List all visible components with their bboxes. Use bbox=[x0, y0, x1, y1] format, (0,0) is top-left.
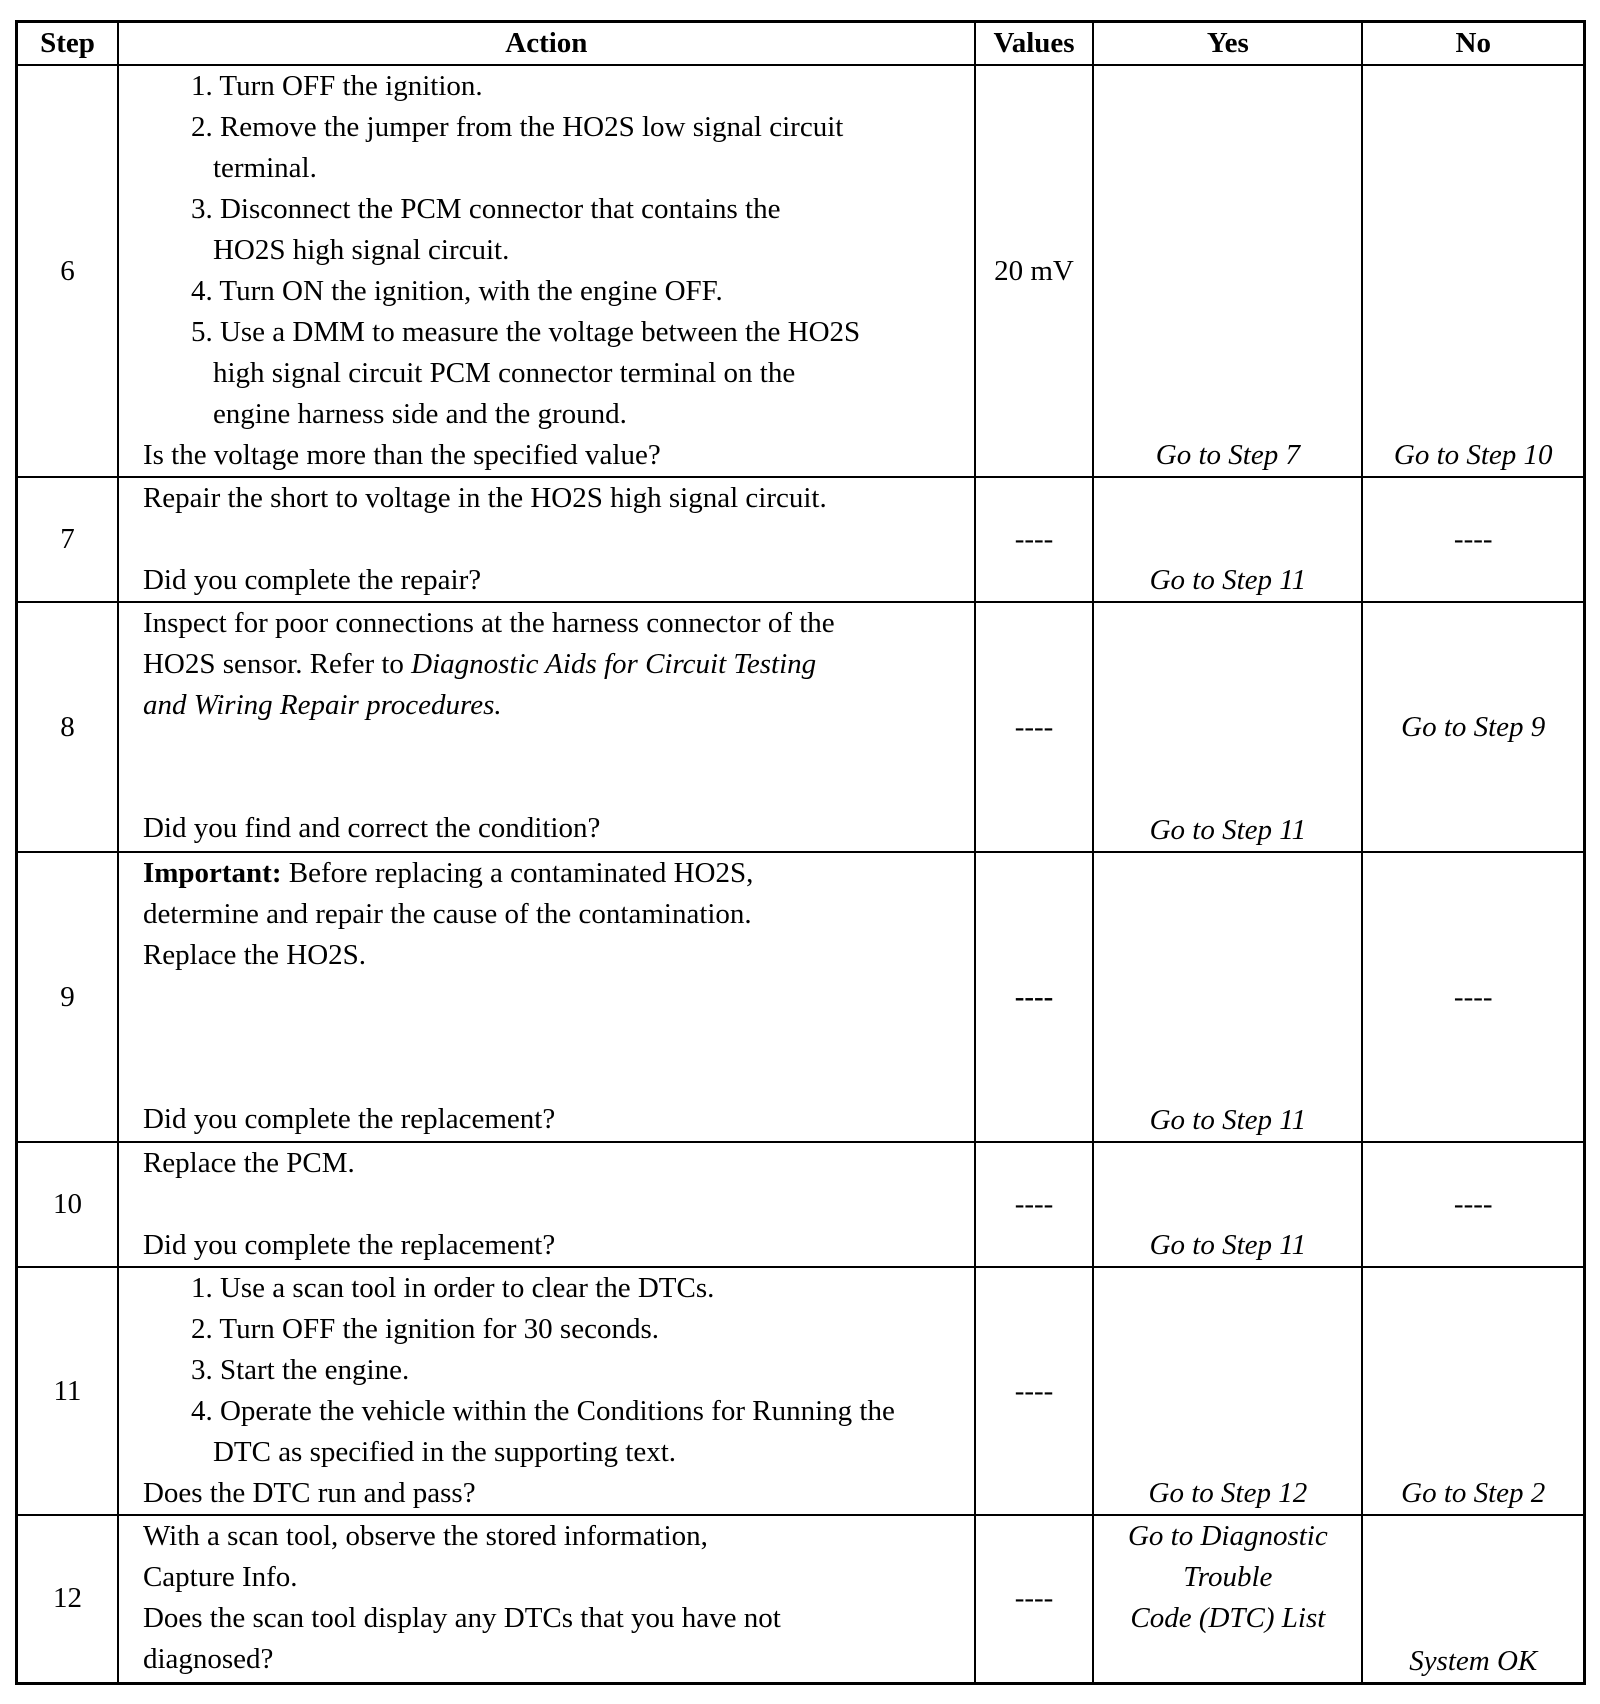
action-question: Did you complete the replacement? bbox=[142, 1229, 556, 1261]
list-item: 3. Start the engine. bbox=[190, 1354, 410, 1386]
table-row bbox=[17, 65, 1585, 477]
yes-line: Go to Diagnostic bbox=[1127, 1520, 1328, 1552]
values-cell: ---- bbox=[975, 1267, 1094, 1515]
yes-line: Code (DTC) List bbox=[1130, 1602, 1326, 1634]
action-question: Is the voltage more than the specified value? bbox=[142, 439, 661, 471]
action-text: With a scan tool, observe the stored information, Capture Info. bbox=[142, 1520, 708, 1593]
values-cell: ---- bbox=[975, 852, 1094, 1142]
table-row bbox=[17, 602, 1585, 852]
important-label: Important: bbox=[142, 857, 282, 889]
action-text: Repair the short to voltage in the HO2S high signal circuit. bbox=[142, 482, 827, 514]
list-item: 1. Use a scan tool in order to clear the DTCs. bbox=[190, 1272, 715, 1304]
header-action: Action bbox=[118, 22, 975, 66]
action-cell bbox=[118, 477, 975, 602]
yes-cell: Go to Step 7 bbox=[1093, 65, 1362, 477]
yes-cell: Go to Step 11 bbox=[1093, 852, 1362, 1142]
table-row bbox=[17, 852, 1585, 1142]
action-text: Inspect for poor connections at the harness connector of the HO2S sensor. Refer to bbox=[142, 607, 835, 680]
step-number: 9 bbox=[17, 852, 118, 1142]
no-cell: Go to Step 10 bbox=[1362, 65, 1584, 477]
step-number: 7 bbox=[17, 477, 118, 602]
header-yes: Yes bbox=[1093, 22, 1362, 66]
step-number: 10 bbox=[17, 1142, 118, 1267]
values-cell: ---- bbox=[975, 602, 1094, 852]
list-item: 2. Remove the jumper from the HO2S low signal circuit terminal. bbox=[190, 111, 844, 184]
action-question: Did you complete the repair? bbox=[142, 564, 482, 596]
list-item: 2. Turn OFF the ignition for 30 seconds. bbox=[190, 1313, 660, 1345]
list-item: 4. Operate the vehicle within the Conditions for Running the DTC as specified in the supporting text. bbox=[190, 1395, 895, 1468]
action-cell bbox=[118, 65, 975, 477]
yes-cell: Go to Step 11 bbox=[1093, 602, 1362, 852]
action-text: Replace the PCM. bbox=[142, 1147, 355, 1179]
table-row bbox=[17, 1267, 1585, 1515]
list-item: 4. Turn ON the ignition, with the engine OFF. bbox=[190, 275, 723, 307]
step-number: 11 bbox=[17, 1267, 118, 1515]
values-cell: 20 mV bbox=[975, 65, 1094, 477]
list-item: 5. Use a DMM to measure the voltage between the HO2S high signal circuit PCM connector terminal on the engine harness side and the ground. bbox=[190, 316, 861, 430]
action-question: Does the DTC run and pass? bbox=[142, 1477, 476, 1509]
important-text: Before replacing a contaminated HO2S, determine and repair the cause of the contamination. bbox=[142, 857, 754, 930]
header-no: No bbox=[1362, 22, 1584, 66]
header-row bbox=[17, 22, 1585, 66]
yes-line: Trouble bbox=[1183, 1561, 1273, 1593]
step-number: 12 bbox=[17, 1515, 118, 1683]
no-cell: Go to Step 9 bbox=[1362, 602, 1584, 852]
action-cell bbox=[118, 1515, 975, 1683]
yes-cell bbox=[1093, 1515, 1362, 1683]
header-values: Values bbox=[975, 22, 1094, 66]
no-cell: ---- bbox=[1362, 477, 1584, 602]
diagnostic-table bbox=[15, 20, 1586, 1685]
action-question: Does the scan tool display any DTCs that you have not diagnosed? bbox=[142, 1602, 781, 1675]
action-text: Replace the HO2S. bbox=[142, 939, 367, 971]
no-cell: Go to Step 2 bbox=[1362, 1267, 1584, 1515]
no-cell: System OK bbox=[1362, 1515, 1584, 1683]
yes-cell: Go to Step 11 bbox=[1093, 477, 1362, 602]
list-item: 1. Turn OFF the ignition. bbox=[190, 70, 483, 102]
header-step: Step bbox=[17, 22, 118, 66]
reference-link[interactable]: Diagnostic Aids for Circuit Testing and Wiring Repair procedures. bbox=[142, 648, 817, 721]
action-cell bbox=[118, 602, 975, 852]
action-cell bbox=[118, 852, 975, 1142]
action-question: Did you complete the replacement? bbox=[142, 1103, 556, 1135]
table-row bbox=[17, 1142, 1585, 1267]
values-cell: ---- bbox=[975, 1142, 1094, 1267]
action-cell bbox=[118, 1142, 975, 1267]
list-item: 3. Disconnect the PCM connector that contains the HO2S high signal circuit. bbox=[190, 193, 781, 266]
values-cell: ---- bbox=[975, 477, 1094, 602]
action-cell bbox=[118, 1267, 975, 1515]
table-row bbox=[17, 477, 1585, 602]
table-row bbox=[17, 1515, 1585, 1683]
yes-cell: Go to Step 11 bbox=[1093, 1142, 1362, 1267]
values-cell: ---- bbox=[975, 1515, 1094, 1683]
yes-cell: Go to Step 12 bbox=[1093, 1267, 1362, 1515]
step-number: 6 bbox=[17, 65, 118, 477]
no-cell: ---- bbox=[1362, 852, 1584, 1142]
no-cell: ---- bbox=[1362, 1142, 1584, 1267]
action-steps bbox=[143, 1268, 964, 1473]
step-number: 8 bbox=[17, 602, 118, 852]
action-steps bbox=[143, 66, 964, 435]
action-question: Did you find and correct the condition? bbox=[142, 812, 601, 844]
